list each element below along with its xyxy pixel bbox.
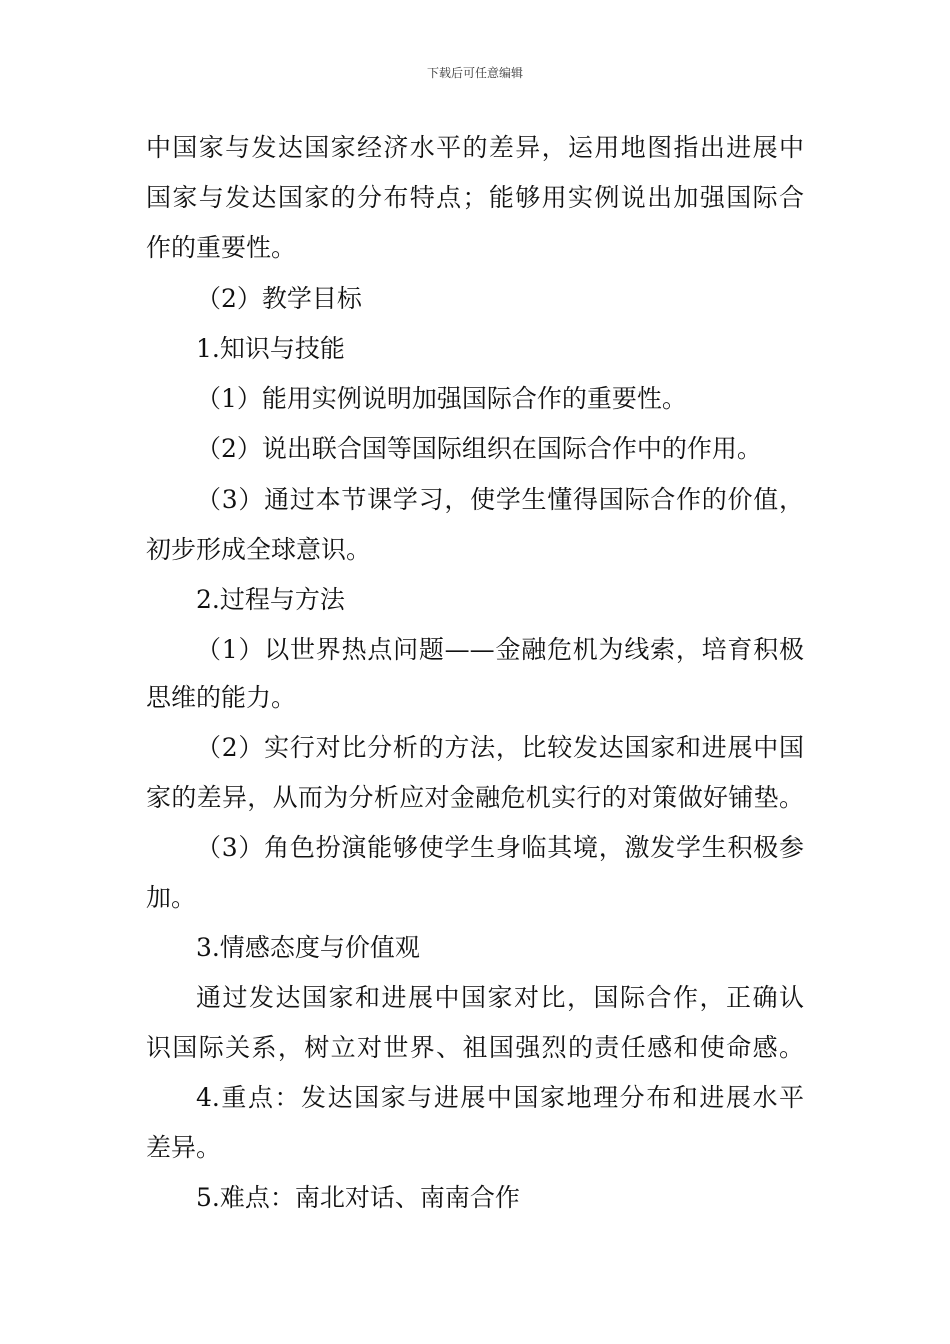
text-line: 家的差异，从而为分析应对金融危机实行的对策做好铺垫。 xyxy=(146,783,804,812)
list-item: （1）能用实例说明加强国际合作的重要性。 xyxy=(196,384,687,413)
difficulty-line: 5.难点：南北对话、南南合作 xyxy=(196,1183,520,1212)
text-line: 国家与发达国家的分布特点；能够用实例说出加强国际合 xyxy=(146,183,804,212)
list-item: （2）实行对比分析的方法，比较发达国家和进展中国 xyxy=(196,733,804,762)
list-item: （3）通过本节课学习，使学生懂得国际合作的价值， xyxy=(196,485,804,514)
section-heading: （2）教学目标 xyxy=(196,284,362,313)
subsection-heading: 3.情感态度与价值观 xyxy=(196,933,420,962)
list-item: （2）说出联合国等国际组织在国际合作中的作用。 xyxy=(196,434,762,463)
text-line: 通过发达国家和进展中国家对比，国际合作，正确认 xyxy=(196,983,804,1012)
list-item: （1）以世界热点问题——金融危机为线索，培育积极 xyxy=(196,635,804,664)
key-point-line: 4.重点：发达国家与进展中国家地理分布和进展水平 xyxy=(196,1083,804,1112)
text-line: 加。 xyxy=(146,883,197,912)
list-item: （3）角色扮演能够使学生身临其境，激发学生积极参 xyxy=(196,833,804,862)
subsection-heading: 2.过程与方法 xyxy=(196,585,345,614)
text-line: 差异。 xyxy=(146,1133,222,1162)
text-line: 思维的能力。 xyxy=(146,683,297,712)
text-line: 初步形成全球意识。 xyxy=(146,535,372,564)
subsection-heading: 1.知识与技能 xyxy=(196,334,345,363)
text-line: 中国家与发达国家经济水平的差异，运用地图指出进展中 xyxy=(146,133,804,162)
page-header-note: 下载后可任意编辑 xyxy=(426,66,523,80)
text-line: 识国际关系，树立对世界、祖国强烈的责任感和使命感。 xyxy=(146,1033,804,1062)
text-line: 作的重要性。 xyxy=(146,233,297,262)
